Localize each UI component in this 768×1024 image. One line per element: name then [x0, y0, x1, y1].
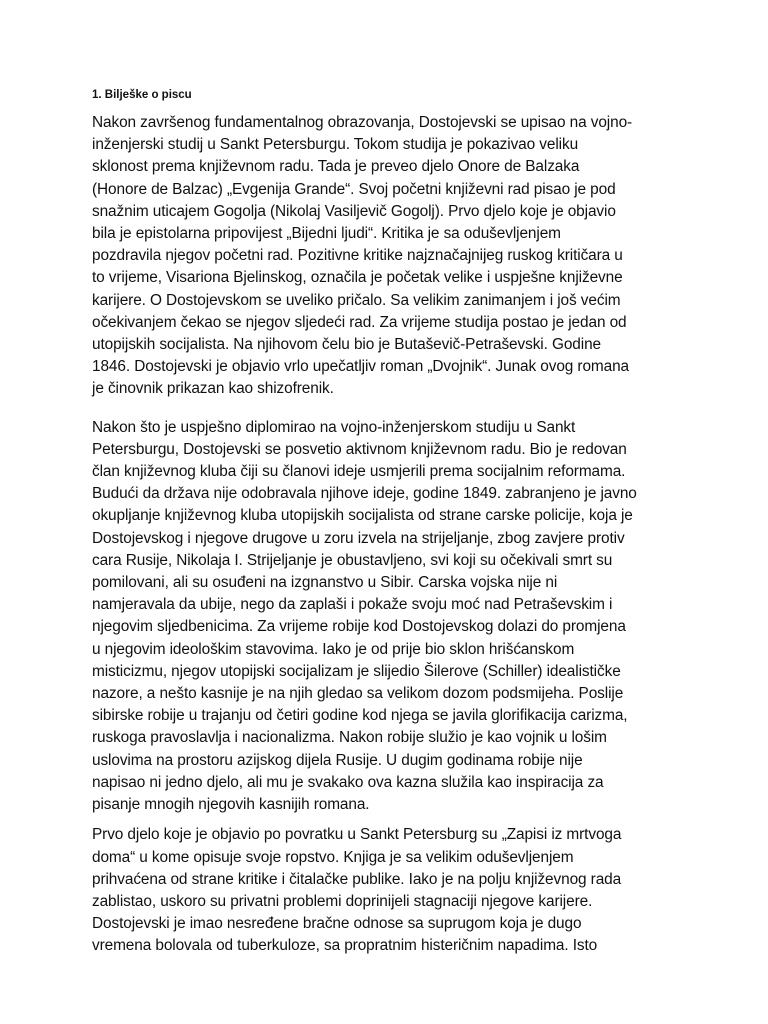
text-line: Nakon završenog fundamentalnog obrazovanja, Dostojevski se upisao na vojno-	[92, 114, 633, 131]
text-line: karijere. O Dostojevskom se uveliko pričalo. Sa velikim zanimanjem i još većim	[92, 291, 621, 309]
text-line: utopijskih socijalista. Na njihovom čelu bio je Butaševič-Petraševski. Godine	[92, 336, 601, 354]
text-line: sklonost prema književnom radu. Tada je preveo djelo Onore de Balzaka	[92, 158, 580, 176]
text-line: misticizmu, njegov utopijski socijalizam je slijedio Šilerove (Schiller) idealističke	[92, 662, 621, 680]
text-line: je činovnik prikazan kao shizofrenik.	[92, 380, 334, 398]
text-line: u njegovim ideološkim stavovima. Iako je od prije bio sklon hrišćanskom	[92, 640, 575, 658]
text-line: 1846. Dostojevski je objavio vrlo upečatljiv roman „Dvojnik“. Junak ovog romana	[92, 358, 630, 376]
text-line: to vrijeme, Visariona Bjelinskog, označila je početak velike i uspješne književne	[92, 269, 623, 287]
text-line: okupljanje književnog kluba utopijskih socijalista od strane carske policije, koja je	[92, 507, 633, 525]
text-line: njegovim sljedbenicima. Za vrijeme robije kod Dostojevskog dolazi do promjena	[92, 618, 626, 636]
text-line: Dostojevskog i njegove drugove u zoru izvela na strijeljanje, zbog zavjere protiv	[92, 529, 625, 547]
text-line: Dostojevski je imao nesređene bračne odnose sa suprugom koja je dugo	[92, 915, 582, 933]
text-line: nazore, a nešto kasnije je na njih gledao sa velikom dozom podsmijeha. Poslije	[92, 685, 624, 703]
text-line: (Honore de Balzac) „Evgenija Grande“. Svoj početni književni rad pisao je pod	[92, 180, 616, 198]
text-line: prihvaćena od strane kritike i čitalačke publike. Iako je na polju književnog rada	[92, 870, 622, 888]
text-line: Budući da država nije odobravala njihove ideje, godine 1849. zabranjeno je javno	[92, 485, 637, 503]
text-line: inženjerski studij u Sankt Petersburgu. Tokom studija je pokazivao veliku	[92, 136, 579, 154]
text-line: bila je epistolarna pripovijest „Bijedni ljudi“. Kritika je sa oduševljenjem	[92, 225, 561, 243]
text-line: Prvo djelo koje je objavio po povratku u Sankt Petersburg su „Zapisi iz mrtvoga	[92, 826, 622, 844]
text-line: pisanje mnogih njegovih kasnijih romana.	[92, 796, 370, 814]
section-heading: 1. Bilješke o piscu	[92, 89, 192, 101]
text-line: namjeravala da ubije, nego da zaplaši i pokaže svoju moć nad Petraševskim i	[92, 596, 613, 614]
text-line: pozdravila njegov početni rad. Pozitivne kritike najznačajnijeg ruskog kritičara u	[92, 247, 623, 265]
text-line: Nakon što je uspješno diplomirao na vojno-inženjerskom studiju u Sankt	[92, 418, 576, 436]
text-line: vremena bolovala od tuberkuloze, sa propratnim histeričnim napadima. Isto	[92, 937, 598, 955]
text-line: sibirske robije u trajanju od četiri godine kod njega se javila glorifikacija carizma,	[92, 707, 628, 725]
text-line: napisao ni jedno djelo, ali mu je svakako ova kazna služila kao inspiracija za	[92, 773, 604, 791]
text-line: ruskoga pravoslavlja i nacionalizma. Nakon robije služio je kao vojnik u lošim	[92, 729, 607, 747]
text-line: doma“ u kome opisuje svoje ropstvo. Knjiga je sa velikim oduševljenjem	[92, 848, 574, 866]
text-line: očekivanjem čekao se njegov sljedeći rad. Za vrijeme studija postao je jedan od	[92, 313, 627, 331]
text-line: pomilovani, ali su osuđeni na izgnanstvo u Sibir. Carska vojska nije ni	[92, 574, 558, 592]
text-line: zablistao, uskoro su privatni problemi doprinijeli stagnaciji njegove karijere.	[92, 892, 593, 910]
text-line: snažnim uticajem Gogolja (Nikolaj Vasiljevič Gogolj). Prvo djelo koje je objavio	[92, 202, 616, 220]
text-line: cara Rusije, Nikolaja I. Strijeljanje je obustavljeno, svi koji su očekivali smrt su	[92, 551, 613, 569]
text-line: Petersburgu, Dostojevski se posvetio aktivnom književnom radu. Bio je redovan	[92, 440, 627, 458]
paragraph-2	[92, 417, 682, 817]
text-line: uslovima na prostoru azijskog dijela Rusije. U dugim godinama robije nije	[92, 751, 583, 769]
paragraph-3	[92, 824, 682, 957]
text-line: član književnog kluba čiji su članovi ideje usmjerili prema socijalnim reformama.	[92, 463, 626, 481]
paragraph-1	[92, 112, 682, 401]
document-page	[92, 86, 682, 974]
